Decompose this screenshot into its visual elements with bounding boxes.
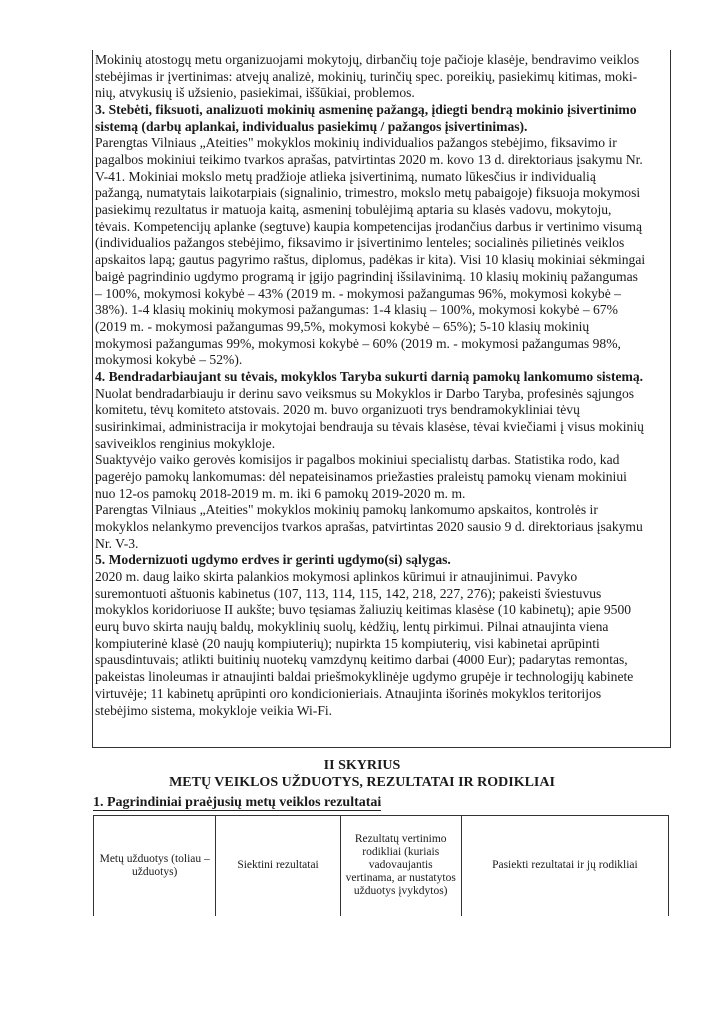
body-text-line: V-41. Mokiniai mokslo metų pradžioje atlieka įsivertinimą, numato lūkesčius ir individualią: [95, 168, 596, 184]
body-text-line: (individualios pažangos stebėjimo, fiksavimo ir įsivertinimo lenteles; socialinės pilietinės veiklos: [95, 235, 625, 251]
body-text-line: (2019 m. - mokymosi pažangumas 99,5%, mokymosi kokybė – 65%); 5-10 klasių mokinių: [95, 318, 590, 334]
body-text-line: 2020 m. daug laiko skirta palankios mokymosi aplinkos kūrimui ir atnaujinimui. Pavyko: [95, 569, 578, 585]
body-text-line: Mokinių atostogų metu organizuojami mokytojų, dirbančių toje pačioje klasėje, bendravimo veiklos: [95, 52, 640, 67]
body-text-line: mokyklos koridoriuose II aukšte; buvo tęsiamas žaliuzių keitimas klasėse (10 kabinetų); apie 9500: [95, 602, 632, 618]
body-text-line: Suaktyvėjo vaiko gerovės komisijos ir pagalbos mokiniui specialistų darbas. Statistika rodo, kad: [95, 452, 620, 468]
body-text-line: saviveiklos renginius mokykloje.: [95, 435, 276, 451]
body-text-line: nuo 12-os pamokų 2018-2019 m. m. iki 6 pamokų 2019-2020 m. m.: [95, 485, 466, 501]
section-heading-text: 1. Pagrindiniai praėjusių metų veiklos rezultatai: [93, 795, 382, 810]
body-text-line: pagerėjo pamokų lankomumas: dėl nepateisinamos priežasties praleistų pamokų vienam mokiniui: [95, 469, 627, 484]
body-text-line: Parengtas Vilniaus „Ateities" mokyklos mokinių pamokų lankomumo apskaitos, kontrolės ir: [95, 502, 598, 518]
section-heading-line: 5. Modernizuoti ugdymo erdves ir gerinti ugdymo(si) sąlygas.: [95, 552, 451, 568]
table-header-cell: Siektini rezultatai: [216, 816, 340, 916]
section-heading-line: 3. Stebėti, fiksuoti, analizuoti mokinių asmeninę pažangą, įdiegti bendrą mokinio įsivertinimo: [95, 102, 637, 118]
body-text-line: spausdintuvais; atlikti buitinių nuotekų vamzdynų keitimo darbai (4000 Eur); padarytas remontas,: [95, 652, 628, 668]
section-heading-line: sistemą (darbų aplankai, individualus pasiekimų / pažangos įsivertinimas).: [95, 118, 528, 134]
body-text-line: susirinkimai, administracija ir mokytojai bendrauja su tėvais klasėse, tėvai kviečiami į visus mokinių: [95, 418, 644, 434]
section-heading-line: 4. Bendradarbiaujant su tėvais, mokyklos Taryba sukurti darnią pamokų lankomumo sistemą.: [95, 368, 644, 384]
body-text-line: nių, atvykusių iš užsienio, pasiekimai, iššūkiai, problemos.: [95, 85, 415, 101]
table-header-cell: Pasiekti rezultatai ir jų rodikliai: [461, 816, 668, 916]
body-text-line: eurų buvo skirta naujų baldų, mokyklinių suolų, kėdžių, lentų pirkimui. Pilnai atnaujinta viena: [95, 619, 609, 635]
body-text-line: Nr. V-3.: [95, 535, 139, 551]
body-text-line: apskaitos lapą; gautus pagyrimo raštus, diplomus, padėkas ir kita). Visi 10 klasių mokiniai sėkmingai: [95, 252, 646, 268]
chapter-number: II SKYRIUS: [323, 758, 401, 773]
body-text-line: baigė pagrindinio ugdymo programą ir įgijo pagrindinį išsilavinimą. 10 klasių mokinių pažangumas: [95, 268, 638, 284]
table-header-row: [94, 816, 669, 916]
body-text-line: – 100%, mokymosi kokybė – 43% (2019 m. - mokymosi pažangumas 96%, mokymosi kokybė –: [95, 285, 621, 301]
body-text-line: mokyklos nelankymo prevencijos tvarkos aprašas, patvirtintas 2020 sausio 9 d. direktoriaus įsakymu: [95, 519, 643, 535]
body-text-line: pakeistas linoleumas ir atnaujinti baldai priešmokyklinėje ugdymo grupėje ir technologijų kabinete: [95, 669, 634, 685]
body-text-line: mokymosi kokybė – 52%).: [95, 352, 243, 368]
body-text-line: pasiekimų rezultatus ir matuoja kaitą, asmeninį tobulėjimą aptaria su klasės vadovu, mokytoju,: [95, 202, 612, 218]
body-text-line: Parengtas Vilniaus „Ateities" mokyklos mokinių individualios pažangos stebėjimo, fiksavimo ir: [95, 135, 617, 151]
body-text-line: komitetu, tėvų komiteto atstovais. 2020 m. buvo organizuoti trys bendramokykliniai tėvų: [95, 402, 580, 418]
body-text-line: stebėjimas ir įvertinimas: atvejų analizė, mokinių, turinčių spec. poreikių, pasiekimų kitimas, moki-: [95, 68, 638, 84]
body-text-line: virtuvėje; 11 kabinetų aprūpinti oro kondicionieriais. Atnaujinta išorinės mokyklos teritorijos: [95, 685, 602, 701]
body-text-line: 38%). 1-4 klasių mokinių mokymosi pažangumas: 1-4 klasių – 100%, mokymosi kokybė – 67%: [95, 302, 618, 318]
body-text-line: suremontuoti aštuonis kabinetus (107, 113, 114, 115, 142, 218, 227, 276); pakeisti šviestuvus: [95, 585, 602, 601]
chapter-title: METŲ VEIKLOS UŽDUOTYS, REZULTATAI IR RODIKLIAI: [169, 775, 555, 790]
body-text-line: tėvais. Kompetencijų aplanke (segtuve) kaupia kompetencijas įrodančius darbus ir vertinimo visumą: [95, 218, 642, 234]
table-header-cell: Rezultatų vertinimo rodikliai (kuriais vadovaujantis vertinama, ar nustatytos užduotys įvykdytos): [340, 816, 461, 916]
body-text-line: mokymosi pažangumas 99%, mokymosi kokybė – 60% (2019 m. - mokymosi pažangumas 98%,: [95, 335, 621, 351]
body-text-line: stebėjimo sistema, mokykloje veikia Wi-Fi.: [95, 702, 333, 718]
results-table: [93, 815, 669, 916]
body-text-line: kompiuterinė klasė (20 naujų kompiuterių); nupirkta 15 kompiuterių, visi kabinetai aprūpinti: [95, 635, 600, 651]
table-header-cell: Metų užduotys (toliau – užduotys): [94, 816, 216, 916]
section-heading: [93, 795, 381, 811]
body-text-line: pagalbos mokiniui teikimo tvarkos aprašas, patvirtintas 2020 m. kovo 13 d. direktoriaus įsakymu Nr.: [95, 152, 643, 168]
body-text-line: Nuolat bendradarbiauju ir derinu savo veiksmus su Mokyklos ir Darbo Taryba, profesinės sąjungos: [95, 385, 635, 401]
body-text-line: pažangą, numatytais laikotarpiais (signalinio, trimestro, mokslo metų pabaigoje) fiksuoja mokymosi: [95, 185, 641, 201]
